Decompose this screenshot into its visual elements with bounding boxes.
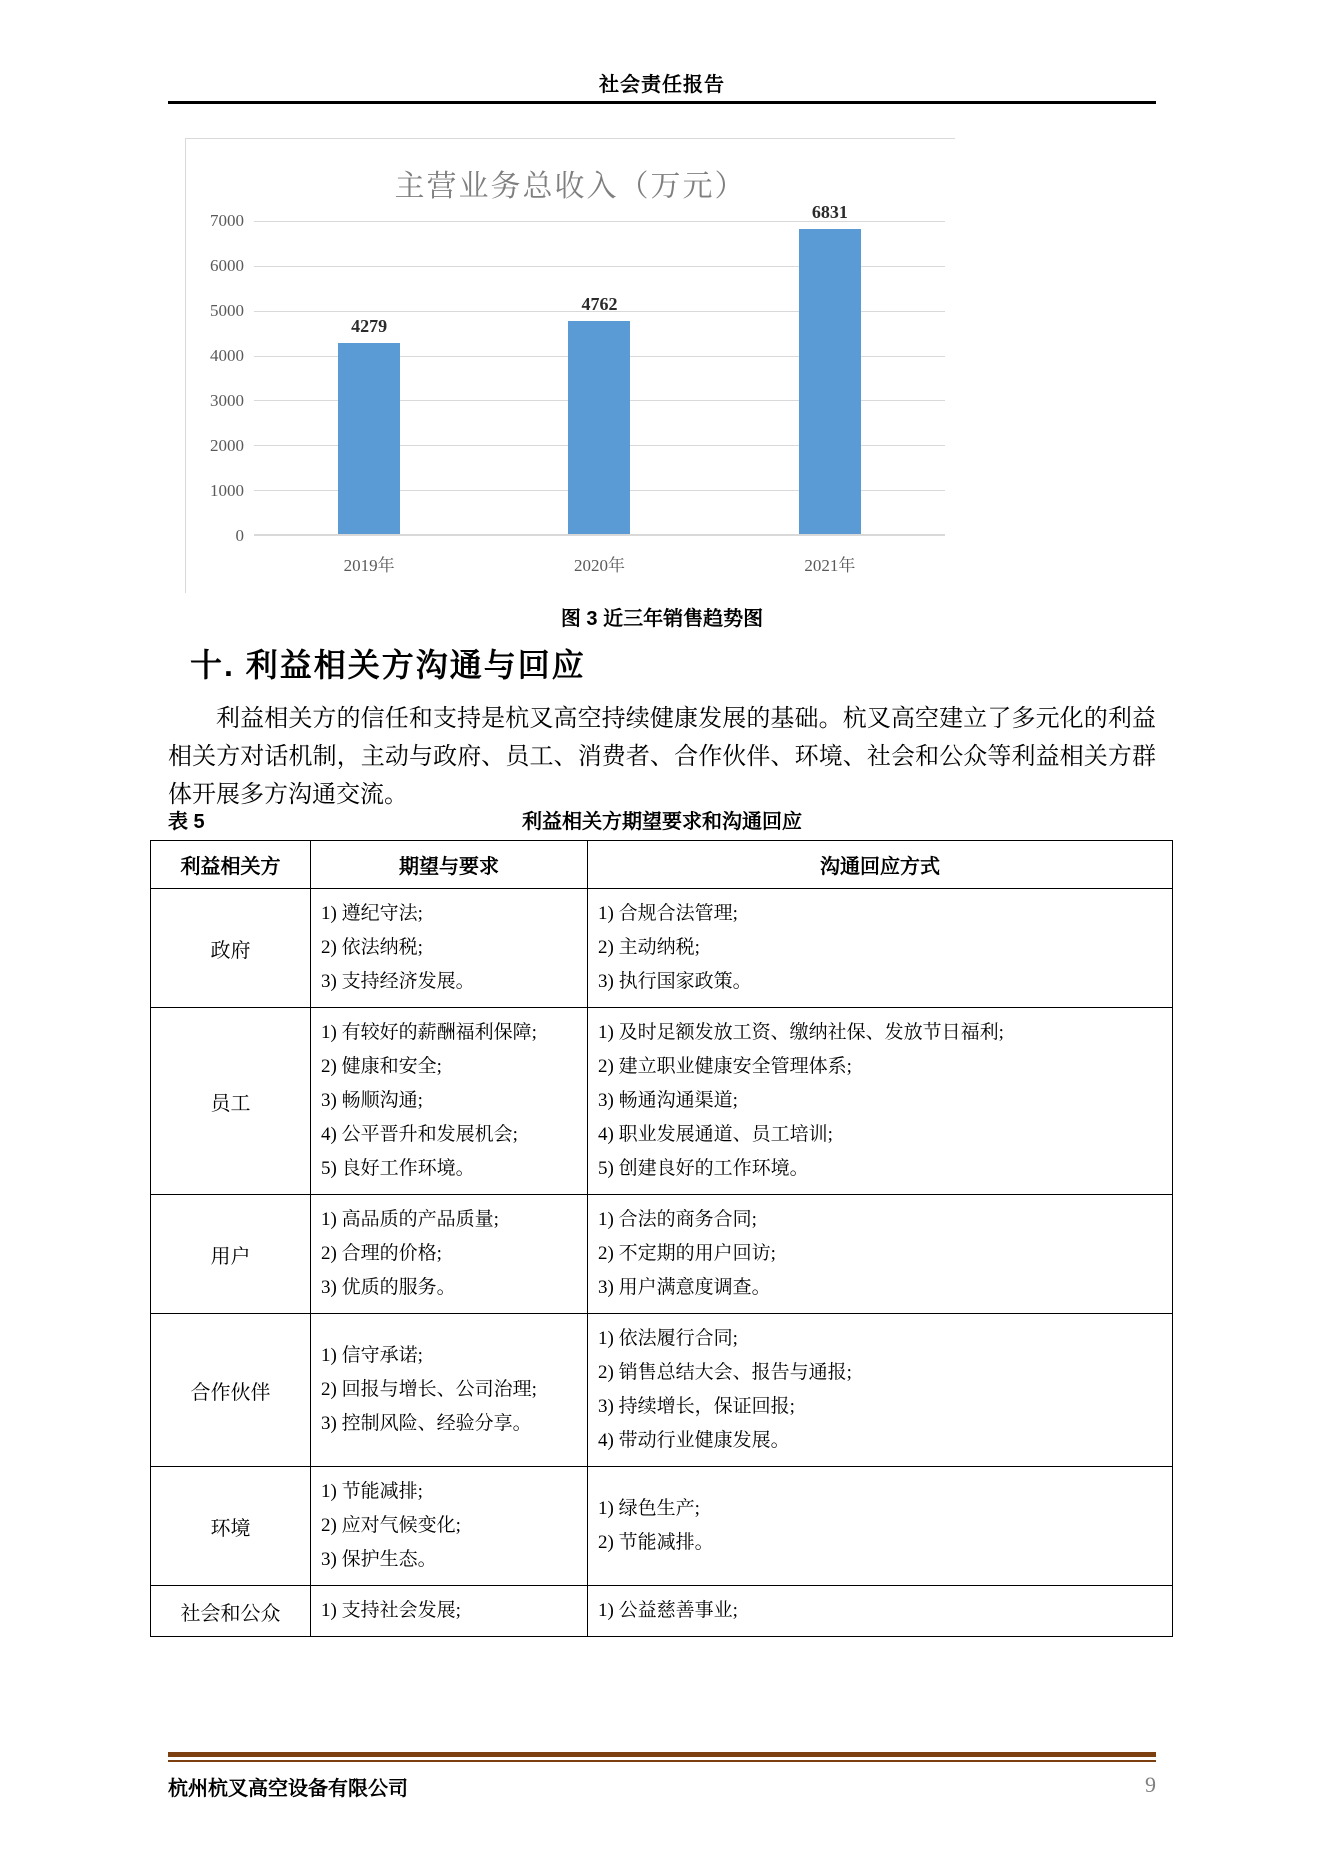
sales-trend-chart bbox=[185, 138, 955, 593]
chart-y-tick-label: 2000 bbox=[210, 435, 244, 455]
list-item: 3) 畅顺沟通; bbox=[321, 1090, 423, 1111]
table-row bbox=[151, 1467, 1173, 1586]
chart-x-tick-label: 2020年 bbox=[573, 556, 625, 575]
section-paragraph: 利益相关方的信任和支持是杭叉高空持续健康发展的基础。杭叉高空建立了多元化的利益相关方对话机制，主动与政府、员工、消费者、合作伙伴、环境、社会和公众等利益相关方群体开展多方沟通交流。 bbox=[168, 706, 1156, 808]
chart-y-tick-label: 7000 bbox=[210, 211, 244, 230]
list-item: 4) 公平晋升和发展机会; bbox=[321, 1124, 518, 1145]
cell-expectations bbox=[311, 1586, 588, 1637]
cell-expectations bbox=[311, 1008, 588, 1195]
cell-party: 合作伙伴 bbox=[151, 1314, 311, 1467]
table-header-row bbox=[151, 841, 1173, 889]
list-item: 2) 合理的价格; bbox=[321, 1243, 442, 1264]
footer-rule-thin bbox=[168, 1760, 1156, 1762]
list-item: 3) 优质的服务。 bbox=[321, 1277, 456, 1298]
chart-plot-area bbox=[210, 201, 945, 575]
list-item: 2) 主动纳税; bbox=[598, 937, 700, 958]
cell-party: 社会和公众 bbox=[151, 1586, 311, 1637]
footer-company-name: 杭州杭叉高空设备有限公司 bbox=[168, 1778, 408, 1800]
footer-rule-thick bbox=[168, 1752, 1156, 1757]
list-item: 1) 合法的商务合同; bbox=[598, 1209, 757, 1230]
chart-y-tick-label: 0 bbox=[235, 526, 244, 545]
chart-bar bbox=[338, 343, 400, 535]
list-item: 1) 高品质的产品质量; bbox=[321, 1209, 499, 1230]
list-item: 1) 信守承诺; bbox=[321, 1345, 423, 1366]
chart-bar-column bbox=[484, 221, 714, 575]
list-item: 1) 支持社会发展; bbox=[321, 1600, 461, 1621]
table-number-label: 表 5 bbox=[168, 811, 205, 833]
column-header-expectations: 期望与要求 bbox=[311, 841, 588, 889]
cell-responses bbox=[588, 1586, 1173, 1637]
chart-y-tick-label: 6000 bbox=[210, 255, 244, 275]
table-row bbox=[151, 889, 1173, 1008]
cell-party: 政府 bbox=[151, 889, 311, 1008]
list-item: 5) 创建良好的工作环境。 bbox=[598, 1158, 809, 1179]
list-item: 1) 有较好的薪酬福利保障; bbox=[321, 1022, 537, 1043]
column-header-responses: 沟通回应方式 bbox=[588, 841, 1173, 889]
chart-bars bbox=[254, 201, 945, 575]
chart-y-tick-label: 3000 bbox=[210, 390, 244, 410]
cell-responses bbox=[588, 1467, 1173, 1586]
list-item: 4) 职业发展通道、员工培训; bbox=[598, 1124, 833, 1145]
list-item: 3) 畅通沟通渠道; bbox=[598, 1090, 738, 1111]
list-item: 3) 执行国家政策。 bbox=[598, 971, 752, 992]
chart-y-tick-label: 1000 bbox=[210, 480, 244, 500]
list-item: 4) 带动行业健康发展。 bbox=[598, 1430, 790, 1451]
list-item: 2) 销售总结大会、报告与通报; bbox=[598, 1362, 852, 1383]
chart-x-tick-label: 2019年 bbox=[343, 556, 395, 575]
list-item: 1) 及时足额发放工资、缴纳社保、发放节日福利; bbox=[598, 1022, 1004, 1043]
cell-party: 用户 bbox=[151, 1195, 311, 1314]
cell-party: 环境 bbox=[151, 1467, 311, 1586]
list-item: 2) 应对气候变化; bbox=[321, 1515, 461, 1536]
list-item: 2) 健康和安全; bbox=[321, 1056, 442, 1077]
figure-caption: 图 3 近三年销售趋势图 bbox=[560, 608, 764, 630]
table-row bbox=[151, 1195, 1173, 1314]
chart-bar bbox=[568, 321, 630, 535]
list-item: 5) 良好工作环境。 bbox=[321, 1158, 475, 1179]
cell-responses bbox=[588, 889, 1173, 1008]
list-item: 3) 持续增长，保证回报; bbox=[598, 1396, 795, 1417]
list-item: 1) 公益慈善事业; bbox=[598, 1600, 738, 1621]
running-header-title: 社会责任报告 bbox=[599, 74, 725, 96]
cell-party: 员工 bbox=[151, 1008, 311, 1195]
list-item: 2) 建立职业健康安全管理体系; bbox=[598, 1056, 852, 1077]
chart-bar-column bbox=[715, 201, 945, 575]
chart-data-label: 4279 bbox=[351, 316, 388, 337]
stakeholder-table bbox=[150, 840, 1173, 1637]
chart-y-tick-label: 4000 bbox=[210, 345, 244, 365]
header-divider bbox=[168, 101, 1156, 104]
chart-data-label: 4762 bbox=[581, 294, 618, 315]
list-item: 2) 依法纳税; bbox=[321, 937, 423, 958]
list-item: 1) 绿色生产; bbox=[598, 1498, 700, 1519]
chart-y-tick-label: 5000 bbox=[210, 300, 244, 320]
running-header bbox=[168, 68, 1156, 105]
cell-expectations bbox=[311, 889, 588, 1008]
chart-data-label: 6831 bbox=[811, 201, 848, 222]
table-title: 利益相关方期望要求和沟通回应 bbox=[522, 811, 802, 833]
list-item: 2) 节能减排。 bbox=[598, 1532, 714, 1553]
list-item: 3) 控制风险、经验分享。 bbox=[321, 1413, 532, 1434]
chart-x-tick-label: 2021年 bbox=[804, 556, 856, 575]
table-row bbox=[151, 1008, 1173, 1195]
footer-page-number: 9 bbox=[1145, 1772, 1156, 1797]
cell-expectations bbox=[311, 1467, 588, 1586]
table-caption bbox=[168, 805, 1156, 834]
cell-responses bbox=[588, 1314, 1173, 1467]
list-item: 1) 遵纪守法; bbox=[321, 903, 423, 924]
list-item: 2) 不定期的用户回访; bbox=[598, 1243, 776, 1264]
chart-title: 主营业务总收入（万元） bbox=[394, 170, 747, 203]
list-item: 1) 节能减排; bbox=[321, 1481, 423, 1502]
chart-gridline bbox=[235, 526, 945, 545]
cell-responses bbox=[588, 1195, 1173, 1314]
list-item: 3) 用户满意度调查。 bbox=[598, 1277, 771, 1298]
section-heading: 十. 利益相关方沟通与回应 bbox=[190, 647, 586, 683]
cell-expectations bbox=[311, 1195, 588, 1314]
cell-responses bbox=[588, 1008, 1173, 1195]
column-header-party: 利益相关方 bbox=[151, 841, 311, 889]
chart-bar bbox=[799, 229, 861, 535]
cell-expectations bbox=[311, 1314, 588, 1467]
list-item: 2) 回报与增长、公司治理; bbox=[321, 1379, 537, 1400]
chart-x-axis bbox=[254, 534, 945, 535]
list-item: 1) 合规合法管理; bbox=[598, 903, 738, 924]
table-row bbox=[151, 1586, 1173, 1637]
list-item: 3) 支持经济发展。 bbox=[321, 971, 475, 992]
list-item: 1) 依法履行合同; bbox=[598, 1328, 738, 1349]
table-row bbox=[151, 1314, 1173, 1467]
list-item: 3) 保护生态。 bbox=[321, 1549, 437, 1570]
chart-bar-column bbox=[254, 221, 484, 575]
